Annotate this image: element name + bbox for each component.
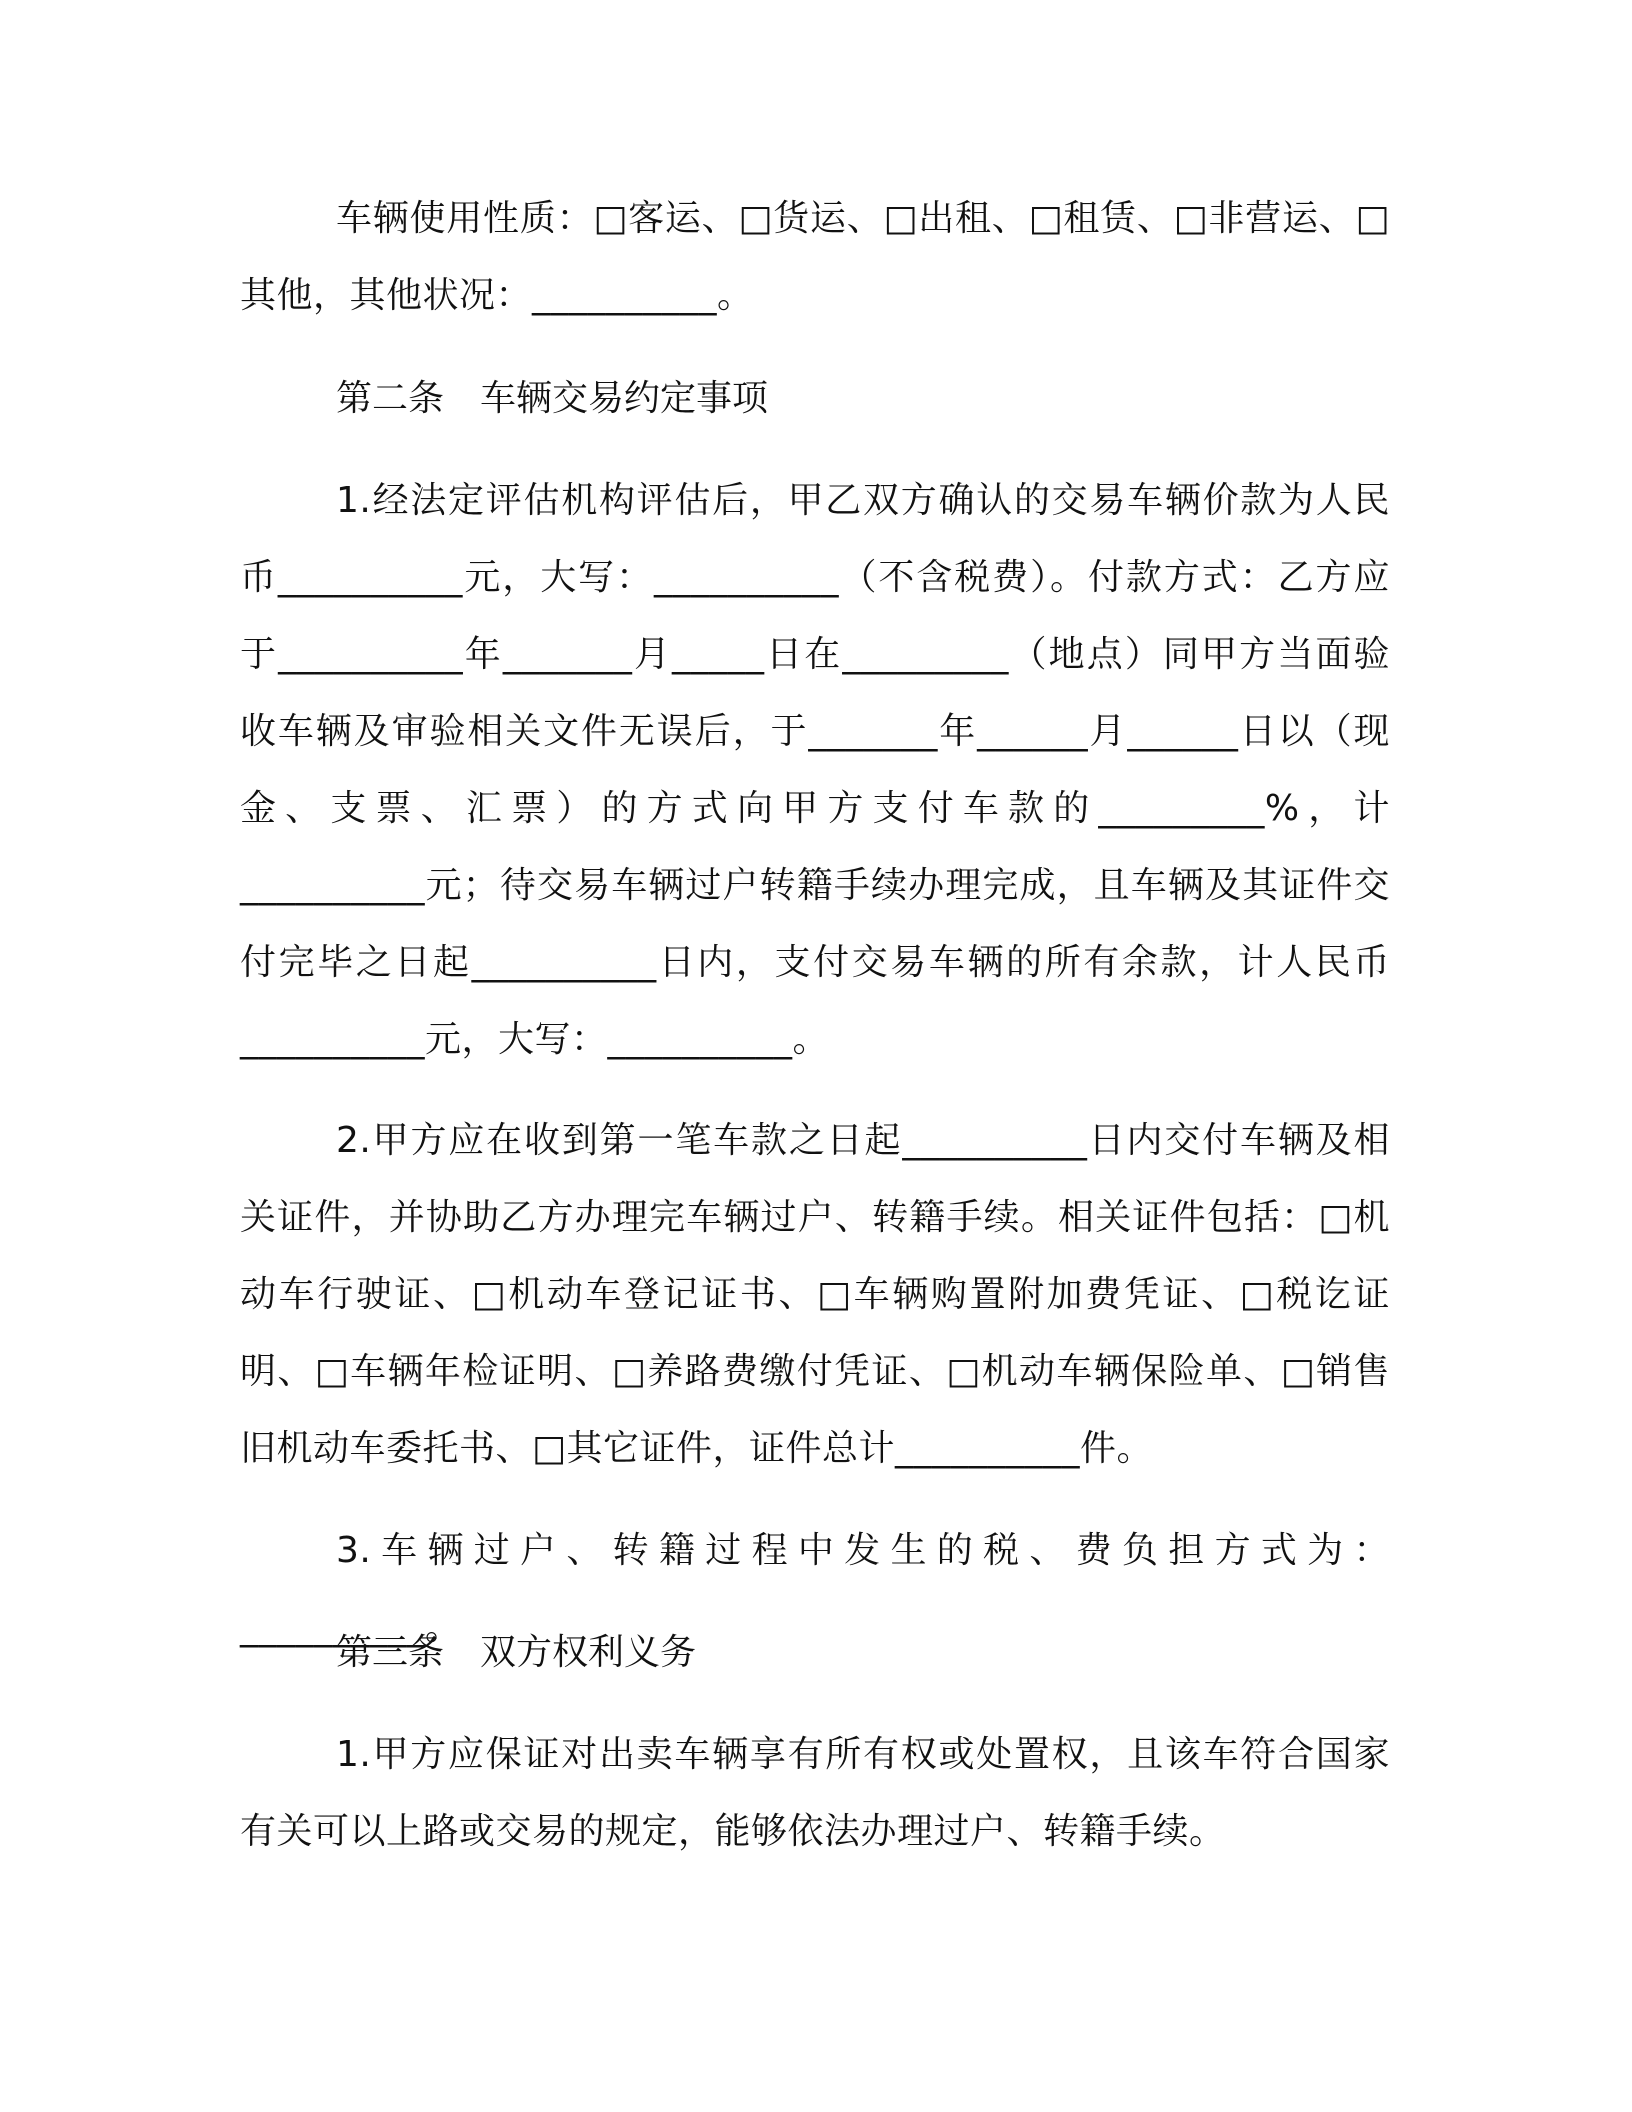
article-3-clause-1: 1.甲方应保证对出卖车辆享有所有权或处置权，且该车符合国家有关可以上路或交易的规定，能够依法办理过户、转籍手续。 [240,1734,1390,1852]
vehicle-use-paragraph: 车辆使用性质：□客运、□货运、□出租、□租赁、□非营运、□其他，其他状况：__________。 [240,198,1390,316]
article-2-clause-1: 1.经法定评估机构评估后，甲乙双方确认的交易车辆价款为人民币__________元，大写：__________（不含税费）。付款方式：乙方应于__________年_______月_____日在_________（地点）同甲方当面验收车辆及审验相关文件无误后，于_______年______月______日以（现金、支票、汇票）的方式向甲方支付车款的_________%，计__________元；待交易车辆过户转籍手续办理完成，且车辆及其证件交付完毕之日起__________日内，支付交易车辆的所有余款，计人民币__________元，大写：__________。 [240,480,1390,1060]
article-2-heading: 第二条 车辆交易约定事项 [336,378,769,419]
article-3-heading: 第三条 双方权利义务 [336,1632,697,1673]
article-2-clause-2: 2.甲方应在收到第一笔车款之日起__________日内交付车辆及相关证件，并协助乙方办理完车辆过户、转籍手续。相关证件包括：□机动车行驶证、□机动车登记证书、□车辆购置附加费凭证、□税讫证明、□车辆年检证明、□养路费缴付凭证、□机动车辆保险单、□销售旧机动车委托书、□其它证件，证件总计__________件。 [240,1120,1390,1469]
article-2-clause-3: 3.车辆过户、转籍过程中发生的税、费负担方式为：__________。 [240,1530,1390,1648]
